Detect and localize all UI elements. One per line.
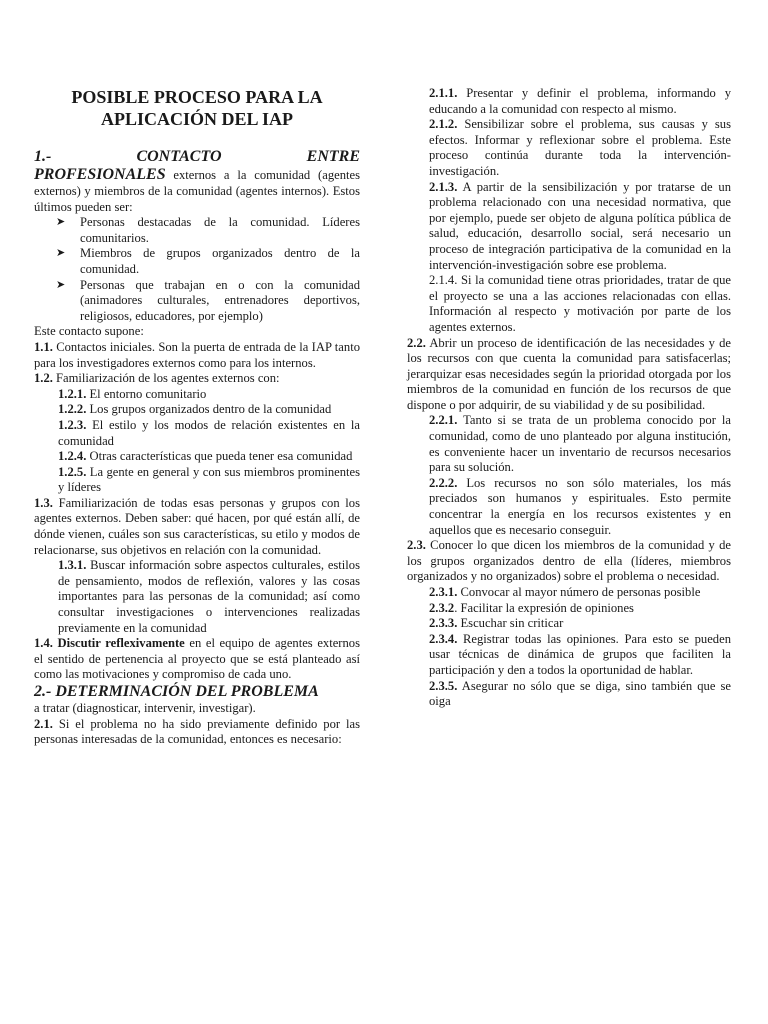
list-item: ➤ Miembros de grupos organizados dentro de la comunidad. (56, 246, 360, 276)
item-1-2-5: 1.2.5. La gente en general y con sus miembros prominentes y líderes (58, 464, 360, 495)
item-2-1-1: 2.1.1. Presentar y definir el problema, informando y educando a la comunidad con respecto al mismo. (429, 86, 731, 116)
arrow-bullet-icon: ➤ (56, 278, 66, 291)
item-2-1-2: 2.1.2. Sensibilizar sobre el problema, sus causas y sus efectos. Informar y reflexionar sobre el problema. Este proceso continúa durante toda la intervención- investigación. (429, 117, 731, 178)
item-2-3-4: 2.3.4. Registrar todas las opiniones. Para esto se pueden usar técnicas de dinámica de grupos que faciliten la participación y den a todos la oportunidad de hablar. (429, 631, 731, 677)
item-1-3: 1.3. Familiarización de todas esas personas y grupos con los agentes externos. Deben saber: qué hacen, por qué están allí, de dónde vienen, cuáles son sus características, su etilo y modos de relacionarse, sus objetivos en relación con la comunidad. (34, 495, 360, 557)
item-2-1: 2.1. Si el problema no ha sido previamente definido por las personas interesadas de la comunidad, entonces es necesario: (34, 716, 360, 747)
section-2-intro: a tratar (diagnosticar, intervenir, investigar). (34, 701, 256, 715)
arrow-bullet-icon: ➤ (56, 247, 66, 260)
item-1-2-2: 1.2.2. Los grupos organizados dentro de la comunidad (58, 402, 332, 417)
item-2-3-2: 2.3.2. Facilitar la expresión de opiniones (429, 600, 634, 615)
item-2-2: 2.2. Abrir un proceso de identificación de las necesidades y de los recursos con que cuenta la comunidad para satisfacerlas; jerarquizar esas necesidades según la prioridad otorgada por los miembros de la comunidad en función de los recursos de que dispone o por adquirir, de su viabilidad y de su posibilidad. (407, 335, 731, 412)
section-1-intro: PROFESIONALES externos a la comunidad (agentes externos) y miembros de la comunidad (agentes internos). Estos últimos pueden ser: (34, 166, 360, 214)
item-2-3-3: 2.3.3. Escuchar sin criticar (429, 616, 564, 631)
item-2-3-1: 2.3.1. Convocar al mayor número de personas posible (429, 585, 701, 599)
list-item: ➤ Personas destacadas de la comunidad. Líderes comunitarios. (56, 215, 360, 245)
agents-list (34, 215, 360, 324)
item-1-2-1: 1.2.1. El entorno comunitario (58, 386, 207, 401)
left-column (34, 80, 360, 748)
item-2-2-2: 2.2.2. Los recursos no son sólo materiales, los más preciados son humanos y espirituales. Esto permite concentrar la energía en los recursos existentes y en aquellos que es necesario conseguir. (429, 475, 731, 537)
section-1-heading: 1.- CONTACTO ENTRE (34, 148, 360, 165)
list-item: ➤ Personas que trabajan en o con la comunidad (animadores culturales, entrenadores deportivos, religiosos, educadores, por ejemplo) (56, 277, 360, 323)
item-1-4: 1.4. Discutir reflexivamente en el equipo de agentes externos el sentido de pertenencia al proyecto que se está planteado así como las motivaciones y compromiso de cada uno. (34, 636, 360, 682)
item-1-2-4: 1.2.4. Otras características que pueda tener esa comunidad (58, 449, 353, 464)
section-2-heading: 2.- DETERMINACIÓN DEL PROBLEMA (34, 683, 319, 700)
item-2-3-5: 2.3.5. Asegurar no sólo que se diga, sino también que se oiga (429, 678, 731, 709)
item-1-2: 1.2. Familiarización de los agentes externos con: (34, 371, 280, 386)
paragraph: Este contacto supone: (34, 324, 144, 339)
item-2-1-3: 2.1.3. A partir de la sensibilización y por tratarse de un problema relacionado con una necesidad normativa, que por ejemplo, puede ser objeto de alguna política pública de salud, educación, desarrollo social, será necesario un proceso de integración participativa de la comunidad en la intervención-investigación sobre ese problema. (429, 179, 731, 272)
page-title: POSIBLE PROCESO PARA LA APLICACIÓN DEL IAP (71, 87, 323, 129)
item-1-3-1: 1.3.1. Buscar información sobre aspectos culturales, estilos de pensamiento, modos de reflexión, valores y las cosas importantes para las personas de la comunidad; así como consultar investigaciones o intervenciones realizadas previamente en la comunidad (58, 558, 360, 635)
item-2-2-1: 2.2.1. Tanto si se trata de un problema conocido por la comunidad, como de uno planteado por alguna institución, es conveniente hacer un inventario de recursos necesarios para su solución. (429, 413, 731, 475)
arrow-bullet-icon: ➤ (56, 216, 66, 229)
item-1-1: 1.1. Contactos iniciales. Son la puerta de entrada de la IAP tanto para los investigadores externos como para los internos. (34, 339, 360, 370)
right-column (407, 86, 731, 710)
item-1-2-3: 1.2.3. El estilo y los modos de relación existentes en la comunidad (58, 417, 360, 448)
item-2-3: 2.3. Conocer lo que dicen los miembros de la comunidad y de los grupos organizados dentro de ella (líderes, miembros organizados y no organizados) sobre el problema o necesidad. (407, 538, 731, 584)
item-2-1-4: 2.1.4. Si la comunidad tiene otras prioridades, tratar de que el proyecto se una a las acciones relacionadas con ellas. Información al respecto y motivación por parte de los agentes externos. (429, 273, 731, 334)
